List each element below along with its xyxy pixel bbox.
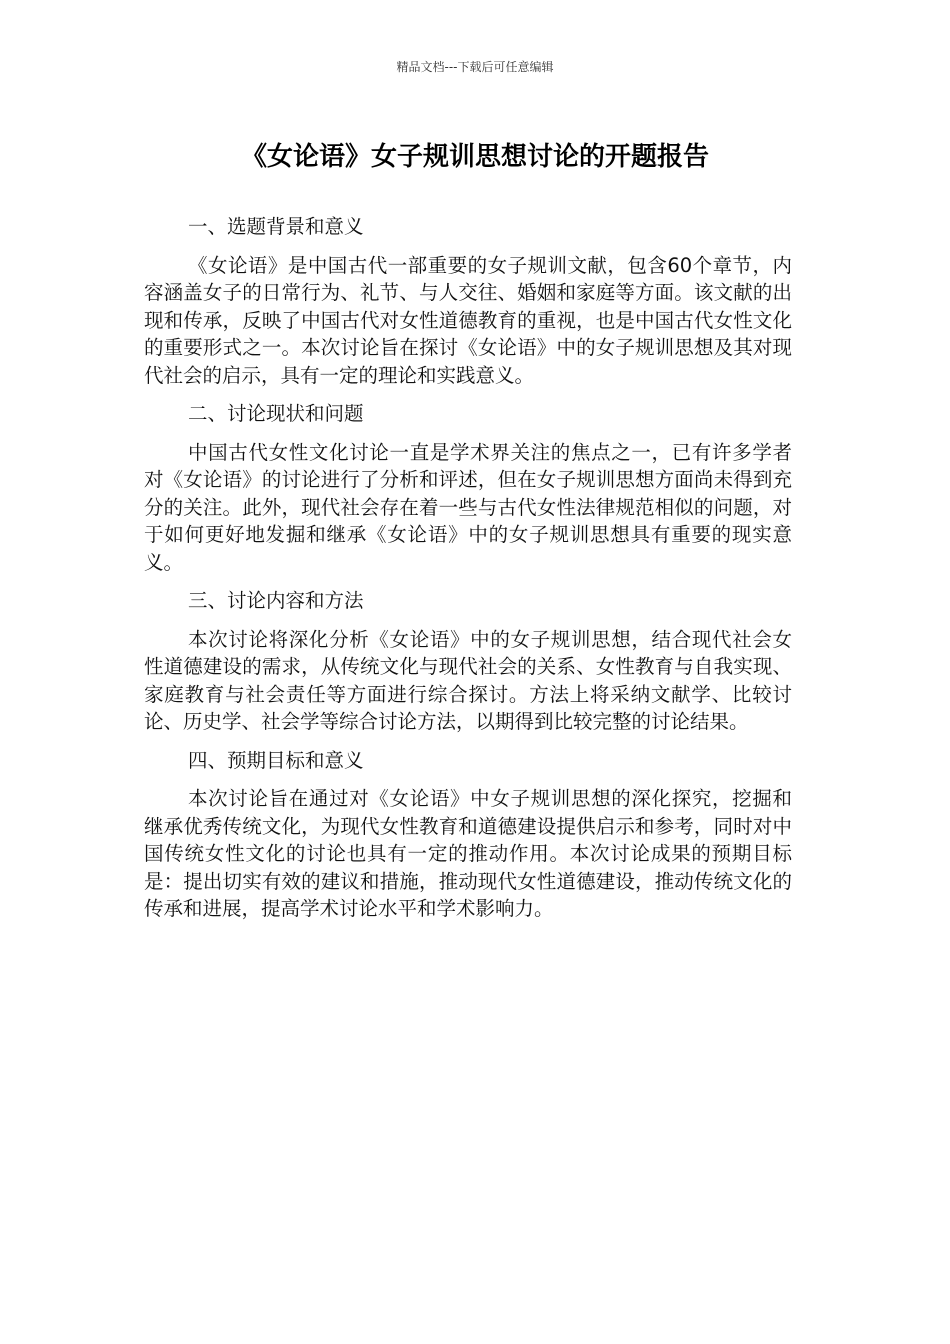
section-paragraph: 本次讨论将深化分析《女论语》中的女子规训思想，结合现代社会女性道德建设的需求，从传统文化与现代社会的关系、女性教育与自我实现、家庭教育与社会责任等方面进行综合探讨。方法上将采纳文献学、比较讨论、历史学、社会学等综合讨论方法，以期得到比较完整的讨论结果。 bbox=[144, 627, 792, 733]
section-heading: 三、讨论内容和方法 bbox=[188, 589, 364, 612]
section-background bbox=[144, 213, 792, 389]
section-goals bbox=[144, 747, 792, 923]
section-heading: 二、讨论现状和问题 bbox=[188, 402, 364, 425]
document-title: 《女论语》女子规训思想讨论的开题报告 bbox=[240, 142, 709, 172]
section-paragraph: 中国古代女性文化讨论一直是学术界关注的焦点之一，已有许多学者对《女论语》的讨论进行了分析和评述，但在女子规训思想方面尚未得到充分的关注。此外，现代社会存在着一些与古代女性法律规范相似的问题，对于如何更好地发掘和继承《女论语》中的女子规训思想具有重要的现实意义。 bbox=[144, 440, 792, 574]
section-status bbox=[144, 400, 792, 576]
section-content-method bbox=[144, 587, 792, 736]
document-body bbox=[144, 213, 792, 934]
header-note: 精品文档---下载后可任意编辑 bbox=[396, 60, 554, 74]
section-heading: 一、选题背景和意义 bbox=[188, 215, 364, 238]
section-paragraph: 《女论语》是中国古代一部重要的女子规训文献，包含60个章节，内容涵盖女子的日常行为、礼节、与人交往、婚姻和家庭等方面。该文献的出现和传承，反映了中国古代对女性道德教育的重视，也是中国古代女性文化的重要形式之一。本次讨论旨在探讨《女论语》中的女子规训思想及其对现代社会的启示，具有一定的理论和实践意义。 bbox=[144, 253, 792, 387]
section-heading: 四、预期目标和意义 bbox=[188, 748, 364, 772]
section-paragraph: 本次讨论旨在通过对《女论语》中女子规训思想的深化探究，挖掘和继承优秀传统文化，为现代女性教育和道德建设提供启示和参考，同时对中国传统女性文化的讨论也具有一定的推动作用。本次讨论成果的预期目标是：提出切实有效的建议和措施，推动现代女性道德建设，推动传统文化的传承和进展，提高学术讨论水平和学术影响力。 bbox=[144, 787, 792, 920]
